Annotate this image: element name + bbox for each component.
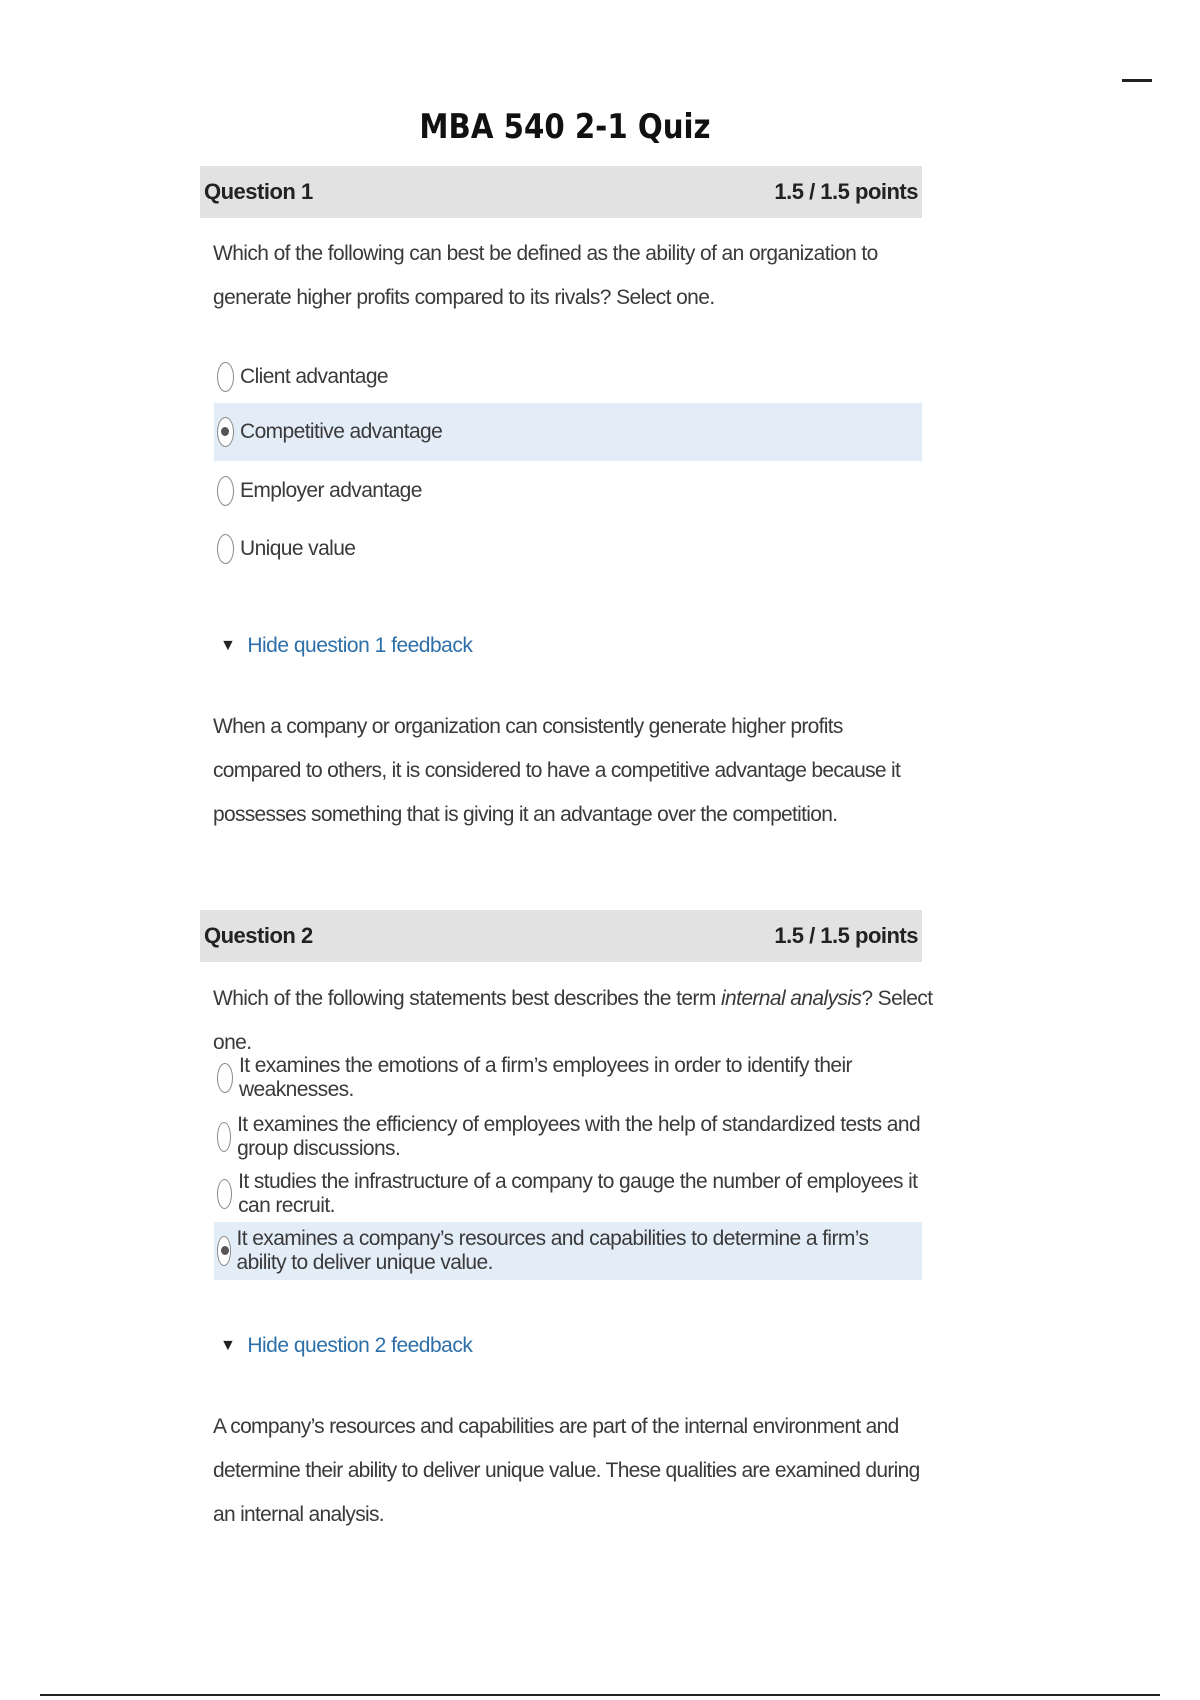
option-label: Employer advantage: [240, 479, 422, 502]
minimize-dash: [1122, 79, 1152, 82]
question-1-option-2[interactable]: [214, 403, 922, 461]
question-1-header: [200, 166, 922, 218]
radio-icon[interactable]: [217, 534, 234, 564]
question-1-feedback: When a company or organization can consistently generate higher profits compared to others, it is considered to have a competitive advantage because it possesses something that is giving it an advantage over the competition.: [213, 715, 901, 826]
radio-icon[interactable]: [217, 1236, 231, 1266]
question-number: Question 2: [204, 923, 313, 948]
question-1-option-4[interactable]: [214, 520, 922, 578]
radio-icon[interactable]: [217, 1122, 231, 1152]
radio-icon[interactable]: [217, 362, 234, 392]
option-label: It studies the infrastructure of a company to gauge the number of employees it can recruit.: [238, 1170, 918, 1217]
question-points: 1.5 / 1.5 points: [774, 179, 918, 204]
option-label: It examines the emotions of a firm’s employees in order to identify their weaknesses.: [238, 1054, 852, 1101]
radio-icon[interactable]: [217, 417, 234, 447]
question-2-option-4[interactable]: [214, 1222, 922, 1280]
question-number: Question 1: [204, 179, 313, 204]
bottom-rule: [40, 1694, 1160, 1696]
question-2-prompt: Which of the following statements best describes the term internal analysis? Select one.: [213, 987, 933, 1054]
question-2-option-1[interactable]: [214, 1049, 922, 1107]
option-label: It examines a company’s resources and capabilities to determine a firm’s ability to deliver unique value.: [236, 1227, 869, 1274]
option-label: Client advantage: [240, 365, 389, 388]
question-2-option-3[interactable]: [214, 1165, 922, 1223]
question-points: 1.5 / 1.5 points: [774, 923, 918, 948]
radio-icon[interactable]: [217, 1063, 233, 1093]
radio-icon[interactable]: [217, 476, 234, 506]
feedback-toggle-label[interactable]: Hide question 1 feedback: [247, 634, 473, 657]
question-2-option-2[interactable]: [214, 1108, 922, 1166]
radio-icon[interactable]: [217, 1179, 232, 1209]
question-1-prompt: Which of the following can best be defined as the ability of an organization to generate higher profits compared to its rivals? Select one.: [213, 242, 878, 309]
option-label: Unique value: [240, 537, 356, 560]
option-label: Competitive advantage: [240, 420, 443, 443]
question-2-feedback-toggle[interactable]: [220, 1334, 472, 1358]
question-1-option-1[interactable]: [214, 348, 922, 406]
page-title: MBA 540 2-1 Quiz: [419, 107, 711, 147]
question-2-feedback: A company’s resources and capabilities are part of the internal environment and determine their ability to deliver unique value. These qualities are examined during an internal analysis.: [213, 1415, 920, 1526]
feedback-toggle-label[interactable]: Hide question 2 feedback: [247, 1334, 473, 1357]
question-1-option-3[interactable]: [214, 462, 922, 520]
option-label: It examines the efficiency of employees with the help of standardized tests and group discussions.: [237, 1113, 921, 1160]
triangle-down-icon: ▼: [220, 637, 236, 654]
question-2-header: [200, 910, 922, 962]
question-1-feedback-toggle[interactable]: [220, 634, 472, 658]
triangle-down-icon: ▼: [220, 1337, 236, 1354]
